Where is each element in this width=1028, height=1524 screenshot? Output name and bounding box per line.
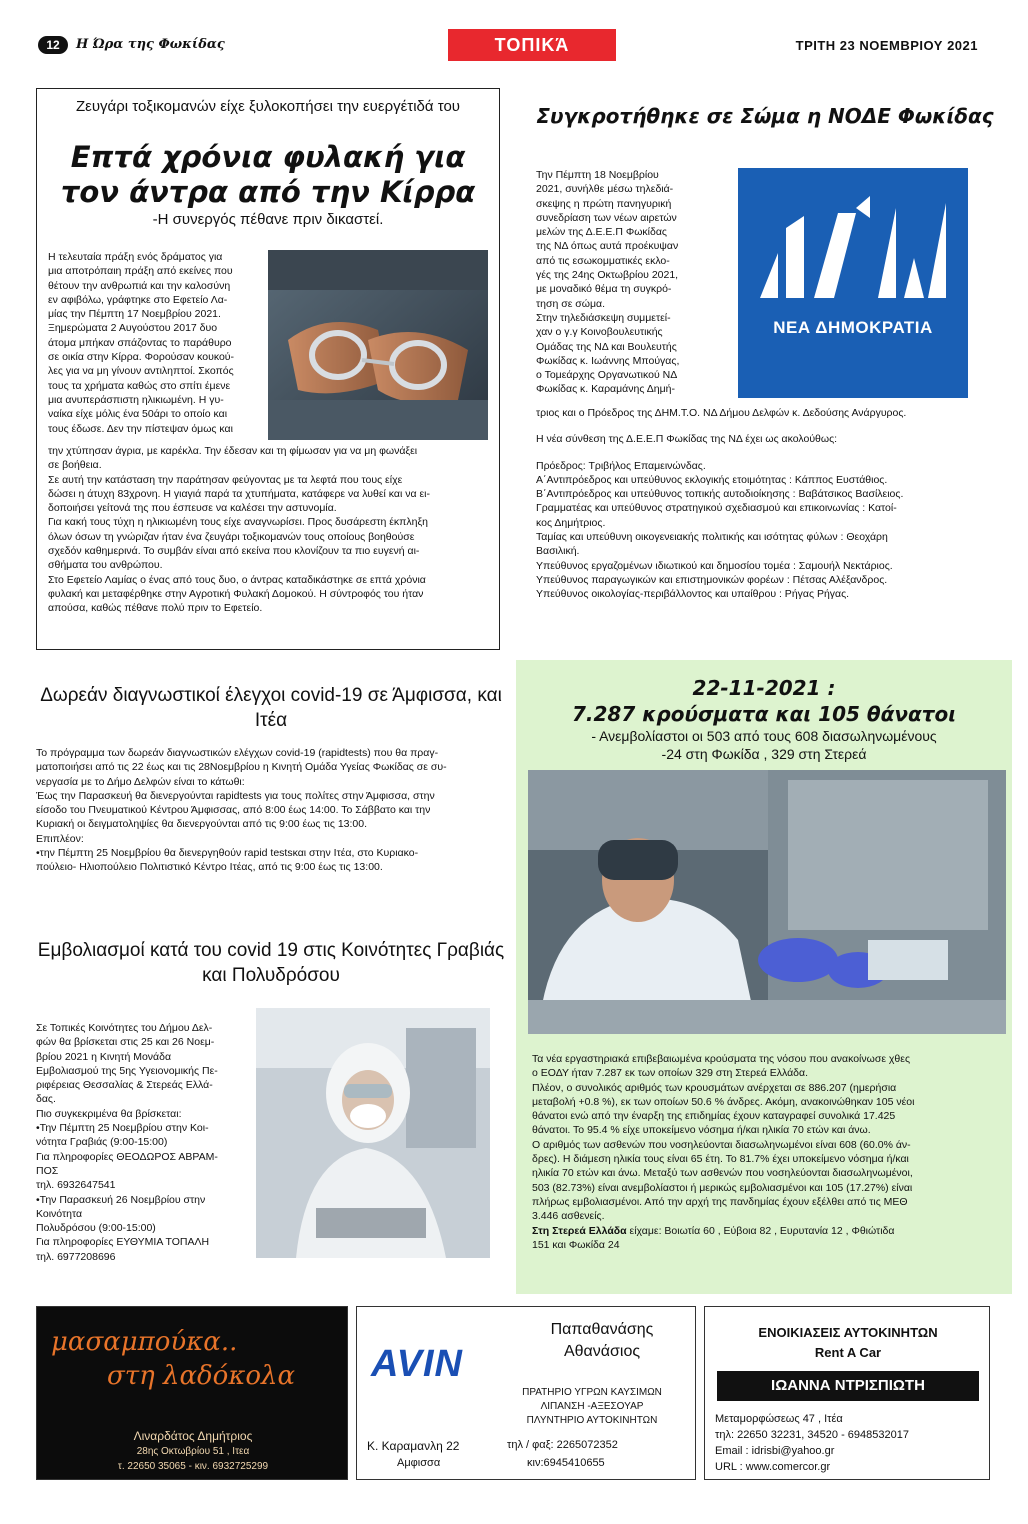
text-line: σκεψης η πρώτη πανηγυρική	[536, 197, 672, 210]
article-body-column	[48, 250, 264, 436]
ad-name: Λιναρδάτος Δημήτριος	[133, 1429, 253, 1443]
text-line: Για κακή τους τύχη η ηλικιωμένη τους είχε αναγνωρίσει. Προς δυσάρεστη έκπληξη	[48, 516, 429, 529]
article-subtitle	[516, 727, 1012, 763]
text-line	[532, 1224, 1006, 1238]
article-headline: Δωρεάν διαγνωστικοί έλεγχοι covid-19 σε Άμφισσα, και Ιτέα	[40, 685, 502, 731]
text-line: σχεδόν καθημερινά. Το συμβάν είναι από εκείνα που κλονίζουν τα πιο ευγενή αι-	[48, 545, 420, 558]
text-line: της ΝΔ όπως αυτά προέκυψαν	[536, 240, 679, 253]
text-line: Κοινότητα	[36, 1207, 83, 1220]
text-line: Τα νέα εργαστηριακά επιβεβαιωμένα κρούσματα της νόσου που ανακοίνωσε χθες	[532, 1053, 911, 1065]
ad-address: 28ης Οκτωβρίου 51 , Ιτεα	[136, 1446, 250, 1457]
text-line: λες για να μη γίνουν αντιληπτοί. Σκοπός	[48, 365, 234, 378]
ad-service: ΠΛΥΝΤΗΡΙΟ ΑΥΤΟΚΙΝΗΤΩΝ	[526, 1415, 658, 1426]
ad-mobile: κιν:6945410655	[527, 1457, 605, 1469]
ad-address: Κ. Καραμανλη 22	[367, 1439, 460, 1453]
text-line: Ξημερώματα 2 Αυγούστου 2017 δυο	[48, 322, 218, 335]
ad-service: ΛΙΠΑΝΣΗ -ΑΞΕΣΟΥΑΡ	[540, 1401, 644, 1412]
text-line: πλήρως εμβολιασμένοι. Από την αρχή της πανδημίας έχουν εξέλθει από τις ΜΕΘ	[532, 1195, 908, 1208]
text-line: Πρόεδρος: Τριβήλος Επαμεινώνδας.	[536, 459, 706, 472]
article-headline: Συγκροτήθηκε σε Σώμα η ΝΟΔΕ Φωκίδας	[536, 104, 994, 128]
text-line: ριφέρειας Θεσσαλίας & Στερεάς Ελλά-	[36, 1079, 213, 1092]
text-line: Εμβολιασμού της 5ης Υγειονομικής Πε-	[36, 1064, 218, 1077]
text-line: Επιπλέον:	[36, 832, 84, 845]
text-line: 2021, συνήλθε μέσω τηλεδιά-	[536, 183, 674, 196]
text-line: Φωκίδας κ. Καραμάνης Δημή-	[536, 383, 675, 396]
ad-phone: τηλ / φαξ: 2265072352	[507, 1439, 618, 1451]
text-line: •Την Παρασκευή 26 Νοεμβρίου στην	[36, 1193, 206, 1206]
text-line: τους τα χρήματα καθώς στο σπίτι έμενε	[48, 379, 231, 392]
ad-name: Αθανάσιος	[563, 1343, 641, 1360]
article-body-column	[536, 168, 736, 397]
ad-name: Παπαθανάσης	[550, 1321, 654, 1338]
page-number: 12	[38, 36, 68, 54]
text-line: μια ανυπεράσπιστη ηλικιωμένη. Η γυ-	[48, 393, 224, 406]
text-line: Η νέα σύνθεση της Δ.Ε.Ε.Π Φωκίδας της ΝΔ έχει ως ακολούθως:	[536, 433, 838, 446]
lab-worker-illustration	[528, 770, 1006, 1034]
avin-logo: AVIN	[371, 1343, 463, 1385]
article-body-full	[536, 406, 1006, 602]
ad-avin	[356, 1306, 696, 1480]
text-line: 151 και Φωκίδα 24	[532, 1238, 620, 1251]
text-line: Την Πέμπτη 18 Νοεμβρίου	[536, 169, 659, 181]
text-line: Φωκίδας κ. Ιωάννης Μπούγας,	[536, 354, 680, 367]
text-line: Κυριακή οι δειγματοληψίες θα διενεργούνται από τις 9:00 έως τις 13:00.	[36, 818, 368, 831]
text-line	[536, 447, 1006, 459]
handcuffs-illustration	[268, 250, 488, 440]
text-line: νότητα Γραβιάς (9:00-15:00)	[36, 1136, 168, 1149]
text-line: τριος και ο Πρόεδρος της ΔΗΜ.Τ.Ο. ΝΔ Δήμου Δελφών κ. Δεδούσης Ανάργυρος.	[536, 407, 907, 419]
ad-phone: τ. 22650 35065 - κιν. 6932725299	[117, 1461, 269, 1472]
article-body	[532, 1052, 1006, 1252]
text-line: Για πληροφορίες ΘΕΟΔΩΡΟΣ ΑΒΡΑΜ-	[36, 1150, 218, 1163]
text-line: Έως την Παρασκευή θα διενεργούνται rapidtests για τους πολίτες στην Άμφισσα, στην	[36, 789, 435, 802]
text-line: Βασιλική.	[536, 545, 580, 558]
text-line: μίας την Πέμπτη 17 Νοεμβρίου 2021.	[48, 308, 221, 321]
text-line: κος Δημήτριος.	[536, 516, 606, 529]
text-line: ναίκα είχε μόλις ένα 50άρι το οποίο και	[48, 408, 228, 421]
text-line: 3.446 ασθενείς.	[532, 1210, 605, 1223]
text-line: όλων όσων τη γνώριζαν ήταν ένα ζευγάρι τοξικομανών τους οποίους βοηθούσε	[48, 530, 415, 543]
text-line: ο ΕΟΔΥ ήταν 7.287 εκ των οποίων 329 στη Στερεά Ελλάδα.	[532, 1067, 809, 1080]
ad-address: Μεταμορφώσεως 47 , Ιτέα	[715, 1413, 843, 1425]
text-line: Σε Τοπικές Κοινότητες του Δήμου Δελ-	[36, 1022, 213, 1034]
text-line: φών θα βρίσκεται στις 25 και 26 Νοεμ-	[36, 1036, 215, 1049]
ad-service: ΠΡΑΤΗΡΙΟ ΥΓΡΩΝ ΚΑΥΣΙΜΩΝ	[522, 1387, 662, 1398]
headline-figures: 7.287 κρούσματα και 105 θάνατοι	[571, 702, 957, 726]
nd-logo-mark	[738, 168, 968, 398]
text-line: συνεδρίαση των νέων αιρετών	[536, 211, 677, 224]
text-line: σθήματα του ανθρώπου.	[48, 559, 163, 572]
ad-rent-a-car	[704, 1306, 990, 1480]
text-line: θάνατοι ενώ από την έναρξη της επιδημίας έχουν καταγραφεί συνολικά 17.425	[532, 1110, 896, 1123]
text-line: φυλακή και μεταφέρθηκε στην Αγροτική Φυλακή Δομοκού. Η σύντροφός του ήταν	[48, 587, 424, 600]
text-line: ΠΟΣ	[36, 1164, 59, 1177]
text-line: Το πρόγραμμα των δωρεάν διαγνωστικών ελέγχων covid-19 (rapidtests) που θα πραγ-	[36, 747, 439, 759]
text-line: Υπεύθυνος οικολογίας-περιβάλλοντος και υπαίθρου : Ρήγας Ρήγας.	[536, 588, 850, 601]
text-line: Ομάδας της ΝΔ και Βουλευτής	[536, 340, 677, 353]
sterea-label: Στη Στερεά Ελλάδα	[532, 1224, 627, 1237]
text-line	[536, 420, 1006, 432]
text-line: Πιο συγκεκριμένα θα βρίσκεται:	[36, 1107, 182, 1120]
ad-brand-line: μασαμπούκα..	[51, 1327, 238, 1357]
text-line: Ο αριθμός των ασθενών που νοσηλεύονται διασωληνωμένοι είναι 608 (60.0% άν-	[532, 1138, 911, 1151]
lab-photo	[528, 770, 1006, 1034]
ad-brand-line: στη λαδόκολα	[107, 1361, 296, 1391]
text-line: Ταμίας και υπεύθυνη οικογενειακής πολιτικής και ισότητας φύλων : Θεοχάρη	[536, 531, 888, 544]
text-line: Στην τηλεδιάσκεψη συμμετεί-	[536, 311, 671, 324]
text-line: Για πληροφορίες ΕΥΘΥΜΙΑ ΤΟΠΑΛΗ	[36, 1236, 210, 1249]
nd-logo-text: ΝΕΑ ΔΗΜΟΚΡΑΤΙΑ	[773, 318, 933, 337]
text-line: Πολυδρόσου (9:00-15:00)	[36, 1222, 156, 1235]
text-line: Α΄Αντιπρόεδρος και υπεύθυνος εκλογικής ετοιμότητας : Κάππος Ευστάθιος.	[536, 473, 888, 486]
text-line: από τις εσωκομματικές εκλο-	[536, 254, 670, 267]
text-line: δρες). Η διάμεση ηλικία τους είναι 65 έτη. Το 81.7% έχει υποκείμενο νόσημα ή/και	[532, 1153, 909, 1166]
article-body	[36, 746, 506, 875]
ad-masampouka	[36, 1306, 348, 1480]
text-line: Σε αυτή την κατάσταση την παράτησαν φεύγοντας με τα λεφτά που τους είχε	[48, 473, 403, 486]
text-line: Στο Εφετείο Λαμίας ο ένας από τους δυο, ο άντρας καταδικάστηκε σε επτά χρόνια	[48, 573, 426, 586]
text-line: Η τελευταία πράξη ενός δράματος για	[48, 251, 223, 263]
ad-phone: τηλ: 22650 32231, 34520 - 6948532017	[715, 1429, 909, 1441]
article-body	[36, 1021, 250, 1264]
text-line: πούλειο- Ηλιοπούλειο Πολιτιστικό Κέντρο Ιτέας, από τις 9:00 έως τις 13:00.	[36, 861, 383, 874]
headline-date: 22-11-2021 :	[692, 676, 836, 700]
text-line: Πλέον, ο συνολικός αριθμός των κρουσμάτων ανέρχεται σε 886.207 (ημερήσια	[532, 1081, 897, 1094]
text-line: είσοδο του Πνευματικού Κέντρου Άμφισσας, από 8:00 έως 14:00. Το Σάββατο και την	[36, 804, 431, 817]
text-line: Β΄Αντιπρόεδρος και υπεύθυνος τοπικής αυτοδιοίκησης : Βαβάτσικος Βασίλειος.	[536, 488, 904, 501]
text-line: •Την Πέμπτη 25 Νοεμβρίου στην Κοι-	[36, 1122, 209, 1135]
text-line: εν αφιβόλω, γράφτηκε στο Εφετείο Λα-	[48, 293, 228, 306]
text-line: χαν ο γ.γ Κοινοβουλευτικής	[536, 326, 663, 339]
text-line: ηλικία 70 ετών και άνω. Μεταξύ των ασθενών που νοσηλεύονται διασωληνωμένοι,	[532, 1167, 913, 1180]
text-line: την χτύπησαν άγρια, με καρέκλα. Την έδεσαν και τη φίμωσαν για να μη φωνάξει	[48, 445, 418, 457]
text-line: τους έδωσε. Δεν την πίστεψαν όμως και	[48, 422, 233, 435]
publication-name: Η Ώρα της Φωκίδας	[76, 37, 225, 52]
article-kicker: Ζευγάρι τοξικομανών είχε ξυλοκοπήσει την ευεργέτιδά του	[75, 98, 461, 115]
text-line: άτομα μπήκαν σπάζοντας το παράθυρο	[48, 336, 232, 349]
text-line: σε οικία στην Κίρρα. Φορούσαν κουκού-	[48, 351, 235, 364]
text-line: τηση σε σώμα.	[536, 297, 606, 310]
text-line: μεταβολή +0.8 %), εκ των οποίων 50.6 % άνδρες. Ακόμη, ανακοινώθηκαν 105 νέοι	[532, 1095, 915, 1108]
text-line: ματοποιήσει από τις 22 έως και τις 28Νοεμβρίου η Κινητή Ομάδα Υγείας Φωκίδας σε συ-	[36, 761, 447, 774]
text-line: γές της 24ης Οκτωβρίου 2021,	[536, 269, 679, 282]
text-line: δας.	[36, 1093, 56, 1106]
article-headline: Εμβολιασμοί κατά του covid 19 στις Κοινότητες Γραβιάς και Πολυδρόσου	[37, 940, 505, 986]
text-line: 503 (82.73%) είναι ανεμβολίαστοι ή μερικώς εμβολιασμένοι και 105 (17.27%) είναι	[532, 1181, 913, 1194]
ad-email: Email : idrisbi@yahoo.gr	[715, 1445, 835, 1457]
article-headline: Επτά χρόνια φυλακή για τον άντρα από την Κίρρα	[60, 140, 476, 209]
ad-url: URL : www.comercor.gr	[715, 1461, 831, 1473]
section-label: ΤΟΠΙΚΆ	[448, 29, 616, 61]
subtitle-line: - Ανεμβολίαστοι οι 503 από τους 608 διασωληνωμένους	[591, 728, 937, 744]
sterea-text: είχαμε: Βοιωτία 60 , Εύβοια 82 , Ευρυτανία 12 , Φθιώτιδα	[626, 1224, 895, 1237]
text-line: μελών της Δ.Ε.Ε.Π Φωκίδας	[536, 226, 667, 239]
text-line: ο Τομεάρχης Οργανωτικού ΝΔ	[536, 369, 678, 382]
health-worker-illustration	[256, 1008, 490, 1258]
text-line: βρίου 2021 η Κινητή Μονάδα	[36, 1050, 172, 1063]
article-subtitle: -Η συνεργός πέθανε πριν δικαστεί.	[152, 211, 384, 228]
text-line: με μοναδικό θέμα τη συγκρό-	[536, 283, 672, 296]
text-line: μια αποτρόπαιη πράξη από εκείνες που	[48, 265, 233, 278]
nd-party-logo	[738, 168, 968, 398]
ad-title: ΕΝΟΙΚΙΑΣΕΙΣ ΑΥΤΟΚΙΝΗΤΩΝ	[758, 1325, 938, 1340]
text-line: Υπεύθυνος εργαζομένων ιδιωτικού και δημοσίου τομέα : Σαμουήλ Νεκτάριος.	[536, 559, 893, 572]
ad-subtitle: Rent A Car	[814, 1345, 882, 1360]
article-headline	[516, 675, 1012, 727]
text-line: Γραμματέας και υπεύθυνος στρατηγικού σχεδιασμού και επικοινωνίας : Κατοί-	[536, 502, 897, 515]
text-line: τηλ. 6977208696	[36, 1250, 116, 1263]
text-line: σε βοήθεια.	[48, 459, 102, 472]
subtitle-line: -24 στη Φωκίδα , 329 στη Στερεά	[661, 746, 867, 762]
ad-name-banner: ΙΩΑΝΝΑ ΝΤΡΙΣΠΙΩΤΗ	[717, 1371, 979, 1401]
text-line: τηλ. 6932647541	[36, 1179, 116, 1192]
text-line: δοποιήσει γείτονά της που έσπευσε να καλέσει την αστυνομία.	[48, 502, 337, 515]
text-line: απούσα, καθώς πέθανε πολύ πριν το Εφετείο.	[48, 602, 263, 615]
article-body-full	[48, 444, 494, 616]
text-line: θέτουν την ανθρωπιά και την καλοσύνη	[48, 279, 231, 292]
issue-date: ΤΡΙΤΗ 23 ΝΟΕΜΒΡΙΟΥ 2021	[795, 38, 978, 53]
text-line: •την Πέμπτη 25 Νοεμβρίου θα διενεργηθούν rapid testsκαι στην Ιτέα, στο Κυριακο-	[36, 847, 419, 860]
handcuffs-photo	[268, 250, 488, 440]
ad-city: Αμφισσα	[397, 1457, 441, 1469]
text-line: Υπεύθυνος παραγωγικών και επιστημονικών φορέων : Πέτσας Αλέξανδρος.	[536, 573, 888, 586]
text-line: δώσει η άτυχη 83χρονη. Η γιαγιά παρά τα χτυπήματα, κατάφερε να λυθεί και να ει-	[48, 487, 430, 500]
text-line: θάνατοι. Το 95.4 % είχε υποκείμενο νόσημα ή/και ηλικία 70 ετών και άνω.	[532, 1124, 871, 1137]
vaccination-photo	[256, 1008, 490, 1258]
text-line: νεργασία με το Δήμο Δελφών είναι το κάτωθι:	[36, 775, 245, 788]
